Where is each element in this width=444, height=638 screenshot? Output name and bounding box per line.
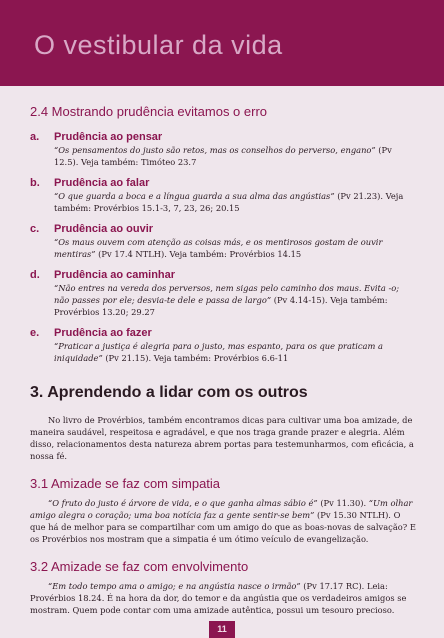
item-reference: (Pv 17.4 NTLH). Veja também: Provérbios 14.15 <box>95 249 302 259</box>
quote: “Um olhar amigo alegra o coração; uma boa notícia faz a gente sentir-se bem” <box>30 498 413 520</box>
list-item <box>30 131 416 168</box>
item-letter: c. <box>30 223 40 235</box>
item-letter: e. <box>30 327 40 339</box>
quote: “O fruto do justo é árvore de vida, e o que ganha almas sábio é” <box>48 498 318 508</box>
item-text <box>54 340 416 364</box>
item-reference: (Pv 4.14-15). Veja também: Provérbios 13.20; 29.27 <box>54 295 388 317</box>
section-intro: No livro de Provérbios, também encontramos dicas para cultivar uma boa amizade, de maneira saudável, respeitosa e agradável, e que nos traga grande prazer e alegria. Além disso, relacionamentos desta natureza abrem portas para testemunharmos, com eficácia, a nossa fé. <box>30 415 414 461</box>
item-letter: d. <box>30 269 40 281</box>
text: (Pv 17.17 RC). Leia: Provérbios 18.24. É na hora da dor, do temor e da angústia que os verdadeiros amigos se mostram. Quem pode contar com uma amizade autêntica, possui um tesouro precioso. <box>30 581 407 615</box>
item-title: Prudência ao fazer <box>54 327 152 339</box>
item-letter: b. <box>30 177 40 189</box>
chapter-title: O vestibular da vida <box>34 30 283 60</box>
item-letter: a. <box>30 131 40 143</box>
list-item <box>30 269 416 318</box>
list-item <box>30 327 416 364</box>
item-reference: (Pv 21.23). Veja também: Provérbios 15.1-3, 7, 23, 26; 20.15 <box>54 191 404 213</box>
item-text <box>54 190 416 214</box>
quote: “Em todo tempo ama o amigo; e na angústia nasce o irmão” <box>48 581 301 591</box>
subsection-title-friendship-involvement: 3.2 Amizade se faz com envolvimento <box>30 559 249 574</box>
page-number: 11 <box>209 621 235 638</box>
item-title: Prudência ao falar <box>54 177 150 189</box>
item-title: Prudência ao ouvir <box>54 223 154 235</box>
item-reference: (Pv 12.5). Veja também: Timóteo 23.7 <box>54 145 392 167</box>
item-reference: (Pv 21.15). Veja também: Provérbios 6.6-11 <box>102 353 289 363</box>
page-header <box>0 0 444 86</box>
item-quote: “Os pensamentos do justo são retos, mas os conselhos do perverso, engano” <box>54 145 376 155</box>
paragraph-sympathy <box>30 497 416 545</box>
subsection-title-friendship-sympathy: 3.1 Amizade se faz com simpatia <box>30 476 221 491</box>
item-text <box>54 236 416 260</box>
item-quote: “O que guarda a boca e a língua guarda a sua alma das angústias” <box>54 191 335 201</box>
item-quote: “Os maus ouvem com atenção as coisas más, e os mentirosos gostam de ouvir mentiras” <box>54 237 383 259</box>
list-item <box>30 223 416 260</box>
item-title: Prudência ao pensar <box>54 131 163 143</box>
item-text <box>54 144 416 168</box>
item-quote: “Praticar a justiça é alegria para o justo, mas espanto, para os que praticam a iniquidade” <box>54 341 383 363</box>
item-title: Prudência ao caminhar <box>54 269 176 281</box>
list-item <box>30 177 416 214</box>
subsection-title: 2.4 Mostrando prudência evitamos o erro <box>30 104 268 119</box>
page-content <box>30 104 416 616</box>
paragraph-involvement <box>30 580 416 616</box>
item-text <box>54 282 416 318</box>
text: (Pv 11.30). <box>317 498 369 508</box>
item-quote: “Não entres na vereda dos perversos, nem sigas pelo caminho dos maus. Evita -o; não passes por ele; desvia-te dele e passa de largo” <box>54 283 400 305</box>
text: (Pv 15.30 NTLH). O que há de melhor para se compartilhar com um amigo do que as boas-novas de salvação? E os Provérbios nos mostram que a simpatia é um ótimo veículo de evangelização. <box>30 510 416 544</box>
section-title: 3. Aprendendo a lidar com os outros <box>30 384 308 401</box>
